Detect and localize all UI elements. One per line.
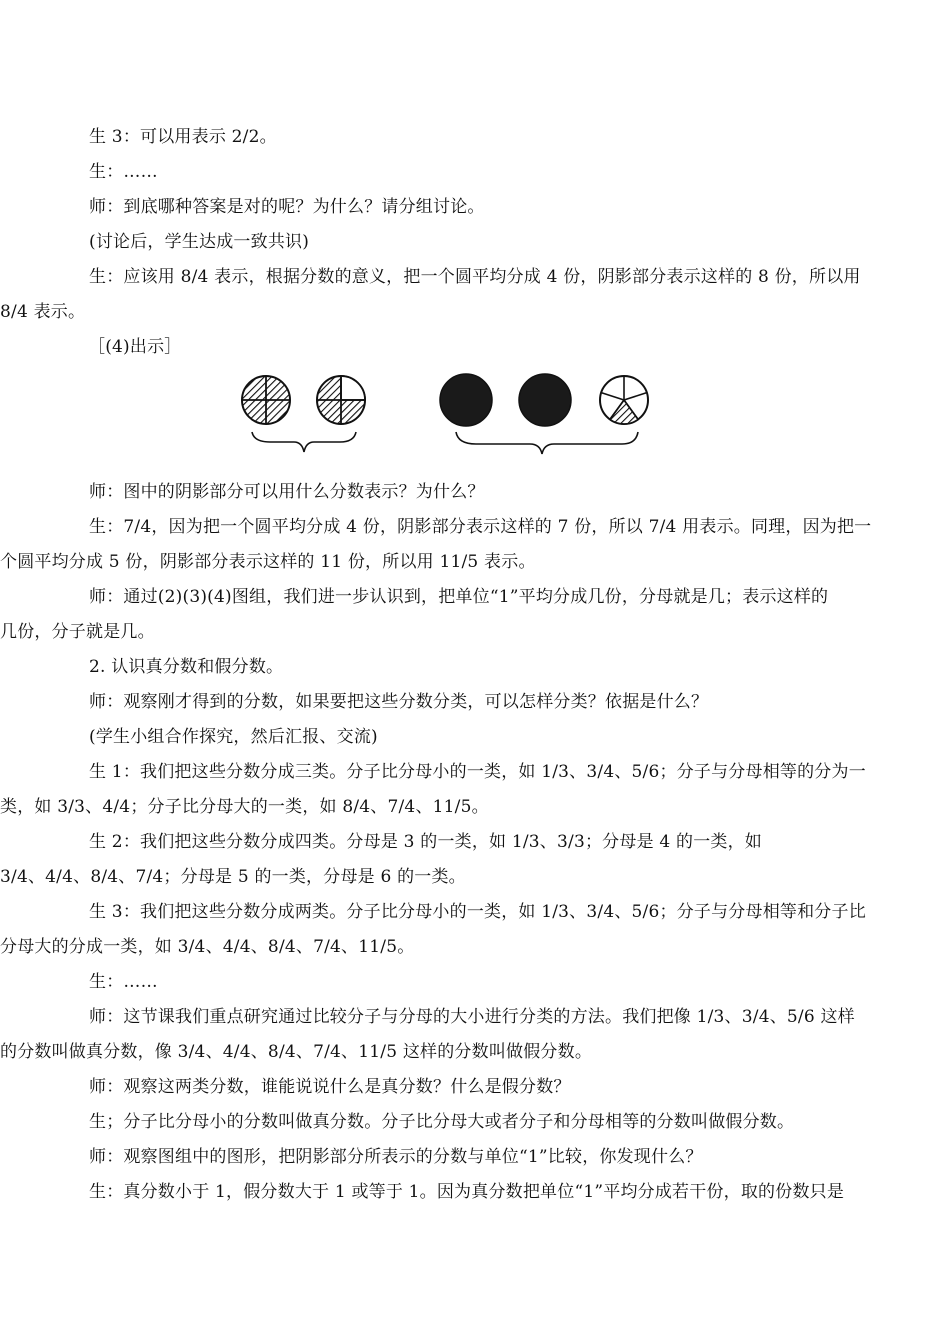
text-block-2 xyxy=(0,475,903,1210)
circle-group-a xyxy=(242,376,365,452)
fraction-circles-figure xyxy=(230,368,660,463)
text-line: 生 1：我们把这些分数分成三类。分子比分母小的一类，如 1/3、3/4、5/6；分子与分母相等的分为一 xyxy=(89,762,866,782)
text-line: (学生小组合作探究，然后汇报、交流) xyxy=(89,727,378,747)
text-line: 生：应该用 8/4 表示，根据分数的意义，把一个圆平均分成 4 份，阴影部分表示这样的 8 份，所以用 xyxy=(89,267,861,287)
text-line: 生 3：我们把这些分数分成两类。分子比分母小的一类，如 1/3、3/4、5/6；分子与分母相等和分子比 xyxy=(89,902,866,922)
text-line: 几份，分子就是几。 xyxy=(0,622,155,642)
text-line: ［(4)出示］ xyxy=(88,337,182,357)
brace-b xyxy=(456,432,638,454)
text-line: 生：7/4，因为把一个圆平均分成 4 份，阴影部分表示这样的 7 份，所以 7/4 用表示。同理，因为把一 xyxy=(89,517,872,537)
text-line: 师：图中的阴影部分可以用什么分数表示？为什么？ xyxy=(89,482,485,502)
text-line: 3/4、4/4、8/4、7/4；分母是 5 的一类，分母是 6 的一类。 xyxy=(0,867,466,887)
text-line: (讨论后，学生达成一致共识) xyxy=(89,232,310,252)
text-line: 生 3：可以用表示 2/2。 xyxy=(89,127,277,147)
circle-a2 xyxy=(317,376,365,424)
circle-b3 xyxy=(600,376,648,424)
text-line: 生；分子比分母小的分数叫做真分数。分子比分母大或者分子和分母相等的分数叫做假分数。 xyxy=(89,1112,795,1132)
text-line: 师：到底哪种答案是对的呢？为什么？请分组讨论。 xyxy=(89,197,485,217)
brace-a xyxy=(252,432,356,452)
text-line: 师：通过(2)(3)(4)图组，我们进一步认识到，把单位“1”平均分成几份，分母就是几；表示这样的 xyxy=(89,587,829,607)
text-line: 师：观察刚才得到的分数，如果要把这些分数分类，可以怎样分类？依据是什么？ xyxy=(89,692,709,712)
text-line: 生：真分数小于 1，假分数大于 1 或等于 1。因为真分数把单位“1”平均分成若干份，取的份数只是 xyxy=(89,1182,845,1202)
circle-a1 xyxy=(242,376,290,424)
text-line: 的分数叫做真分数，像 3/4、4/4、8/4、7/4、11/5 这样的分数叫做假分数。 xyxy=(0,1042,593,1062)
circle-b1 xyxy=(440,374,492,426)
text-line: 类，如 3/3、4/4；分子比分母大的一类，如 8/4、7/4、11/5。 xyxy=(0,797,489,817)
text-line: 生 2：我们把这些分数分成四类。分母是 3 的一类，如 1/3、3/3；分母是 4 的一类，如 xyxy=(89,832,762,852)
text-line: 师：观察这两类分数，谁能说说什么是真分数？什么是假分数？ xyxy=(89,1077,571,1097)
circle-group-b xyxy=(440,374,648,454)
text-line: 生：…… xyxy=(89,972,158,992)
text-line: 分母大的分成一类，如 3/4、4/4、8/4、7/4、11/5。 xyxy=(0,937,415,957)
text-line: 师：观察图组中的图形，把阴影部分所表示的分数与单位“1”比较，你发现什么？ xyxy=(89,1147,703,1167)
circle-b2 xyxy=(519,374,571,426)
text-line: 生：…… xyxy=(89,162,158,182)
text-line: 师：这节课我们重点研究通过比较分子与分母的大小进行分类的方法。我们把像 1/3、3/4、5/6 这样 xyxy=(89,1007,855,1027)
text-block-1 xyxy=(0,120,903,365)
text-line: 8/4 表示。 xyxy=(0,302,86,322)
text-line: 个圆平均分成 5 份，阴影部分表示这样的 11 份，所以用 11/5 表示。 xyxy=(0,552,536,572)
text-line: 2. 认识真分数和假分数。 xyxy=(89,657,284,677)
